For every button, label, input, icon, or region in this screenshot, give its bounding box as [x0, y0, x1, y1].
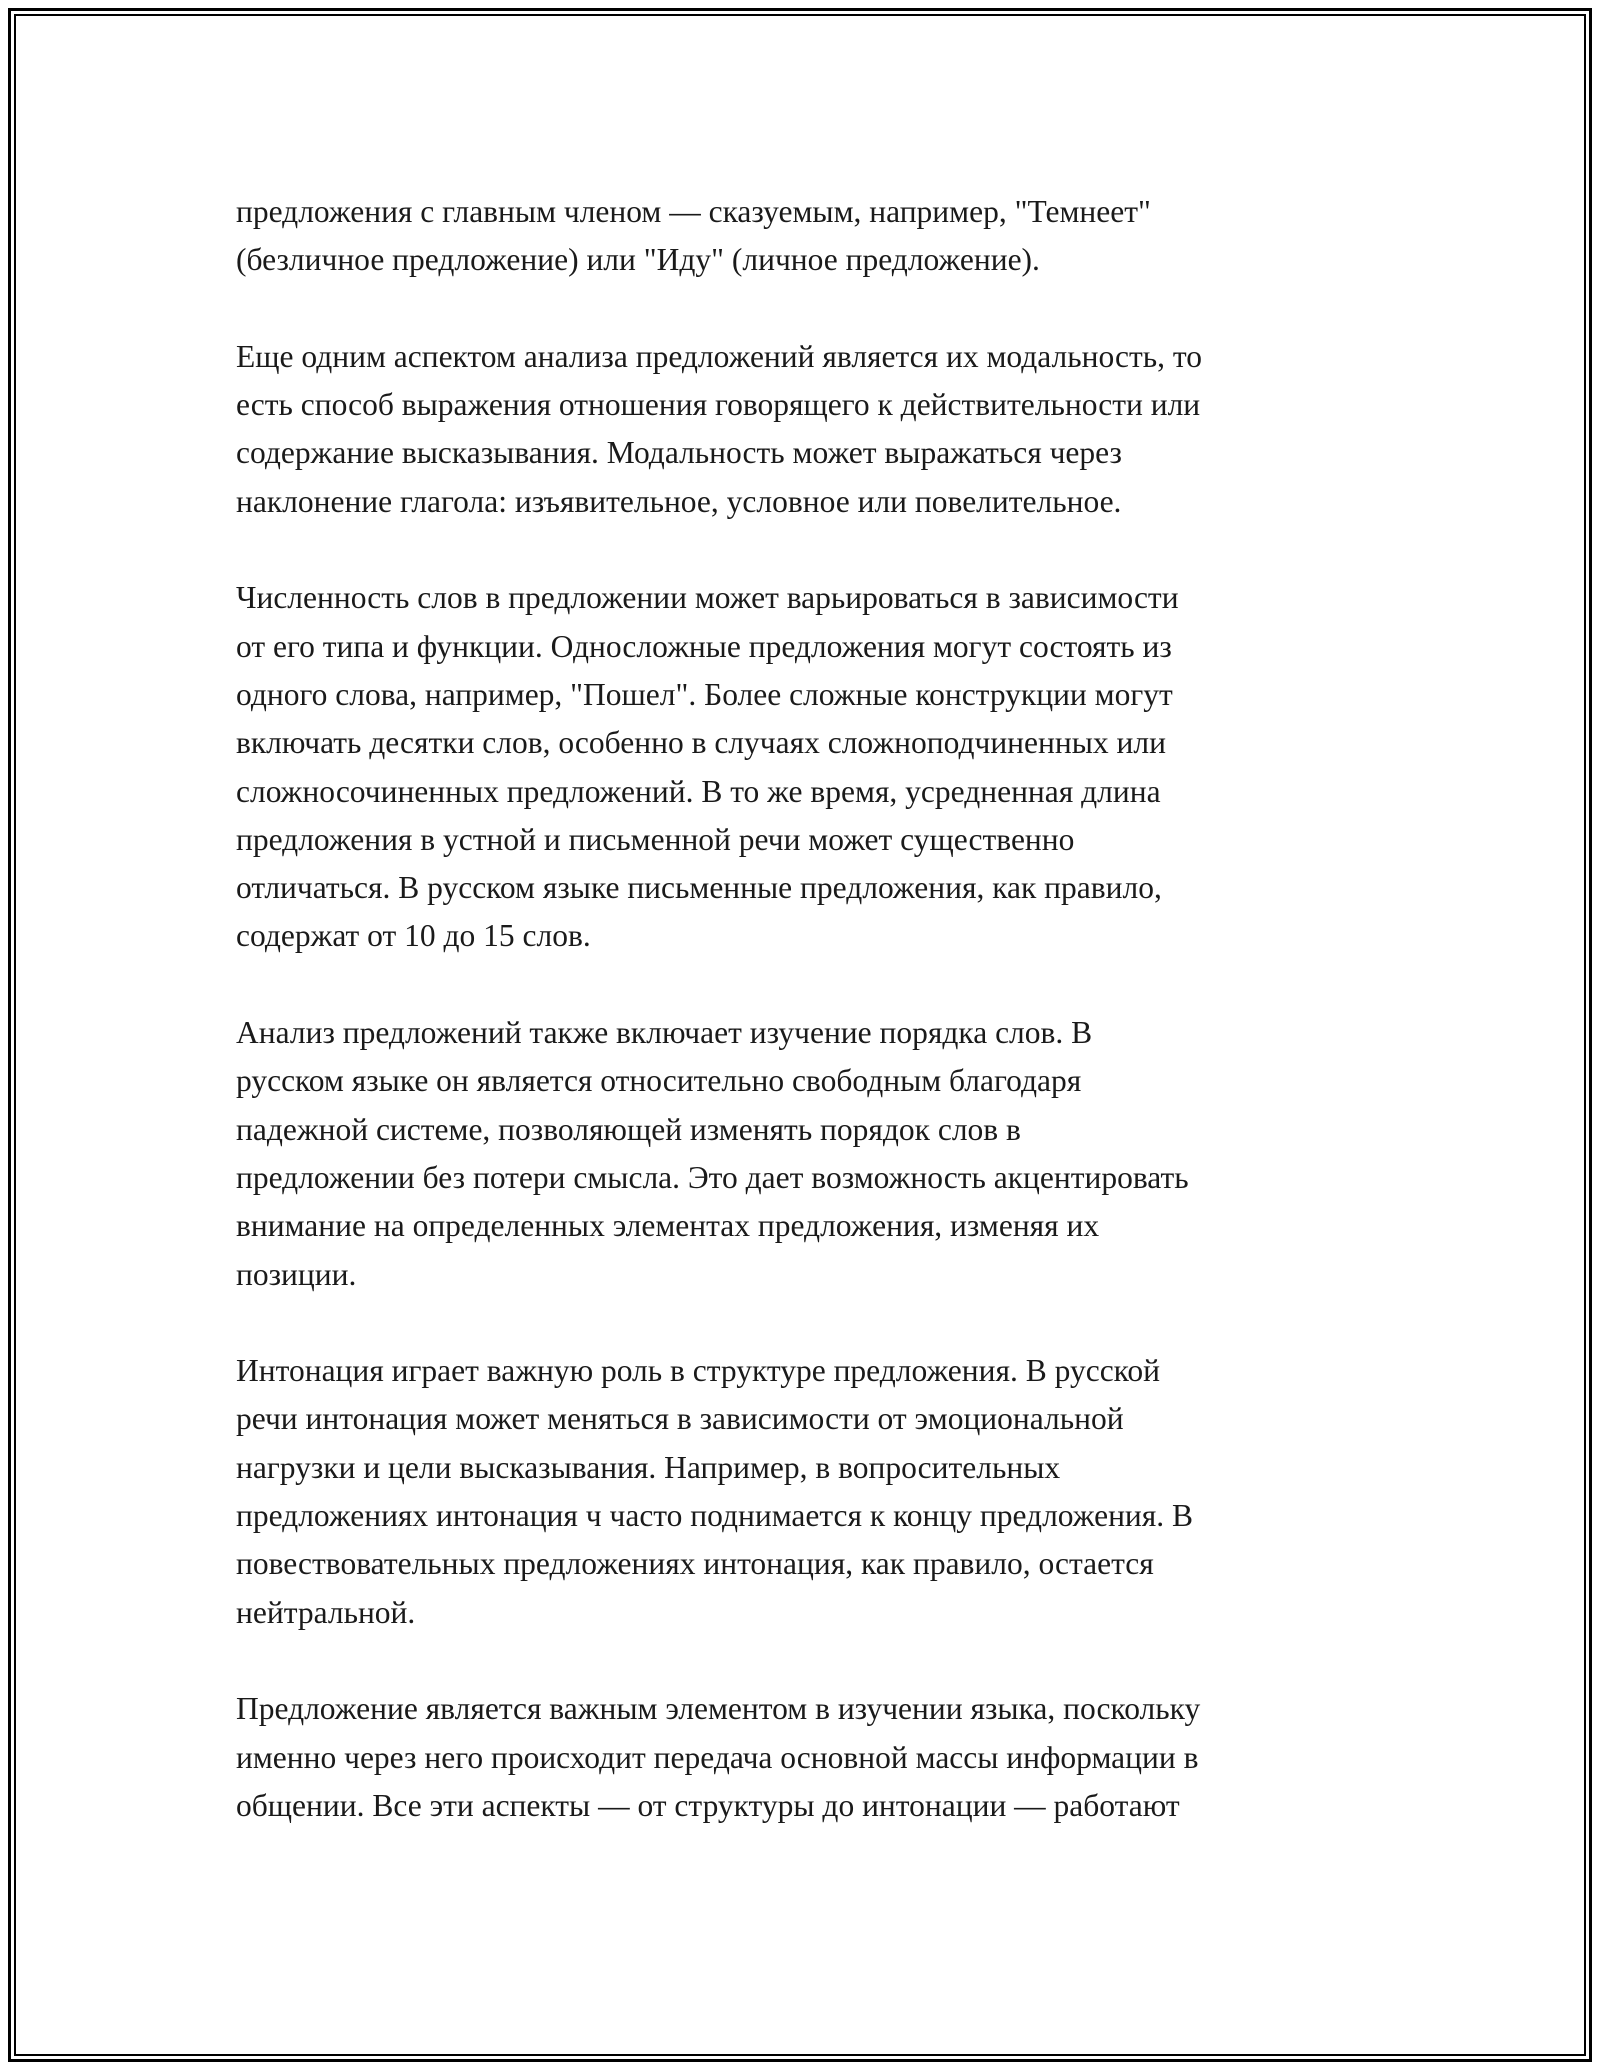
document-body	[236, 188, 1376, 1878]
paragraph-6: Предложение является важным элементом в изучении языка, поскольку именно через него происходит передача основной массы информации в общении. Все эти аспекты — от структуры до интонации — работают	[236, 1691, 1201, 1823]
paragraph-4: Анализ предложений также включает изучение порядка слов. В русском языке он является относительно свободным благодаря падежной системе, позволяющей изменять порядок слов в предложении без потери смысла. Это дает возможность акцентировать внимание на определенных элементах предложения, изменяя их позиции.	[236, 1015, 1189, 1292]
paragraph-2: Еще одним аспектом анализа предложений является их модальность, то есть способ выражения отношения говорящего к действительности или содержание высказывания. Модальность может выражаться через наклонение глагола: изъявительное, условное или повелительное.	[236, 338, 1202, 519]
paragraph-3: Численность слов в предложении может варьироваться в зависимости от его типа и функции. Односложные предложения могут состоять из одного слова, например, "Пошел". Более сложные конструкции могут включать десятки слов, особенно в случаях сложноподчиненных или сложносочиненных предложений. В то же время, усредненная длина предложения в устной и письменной речи может существенно отличаться. В русском языке письменные предложения, как правило, содержат от 10 до 15 слов.	[236, 580, 1179, 954]
paragraph-1: предложения с главным членом — сказуемым, например, "Темнеет" (безличное предложение) или "Иду" (личное предложение).	[236, 194, 1151, 278]
paragraph-5: Интонация играет важную роль в структуре предложения. В русской речи интонация может меняться в зависимости от эмоциональной нагрузки и цели высказывания. Например, в вопросительных предложениях интонация ч часто поднимается к концу предложения. В повествовательных предложениях интонация, как правило, остается нейтральной.	[236, 1353, 1194, 1630]
